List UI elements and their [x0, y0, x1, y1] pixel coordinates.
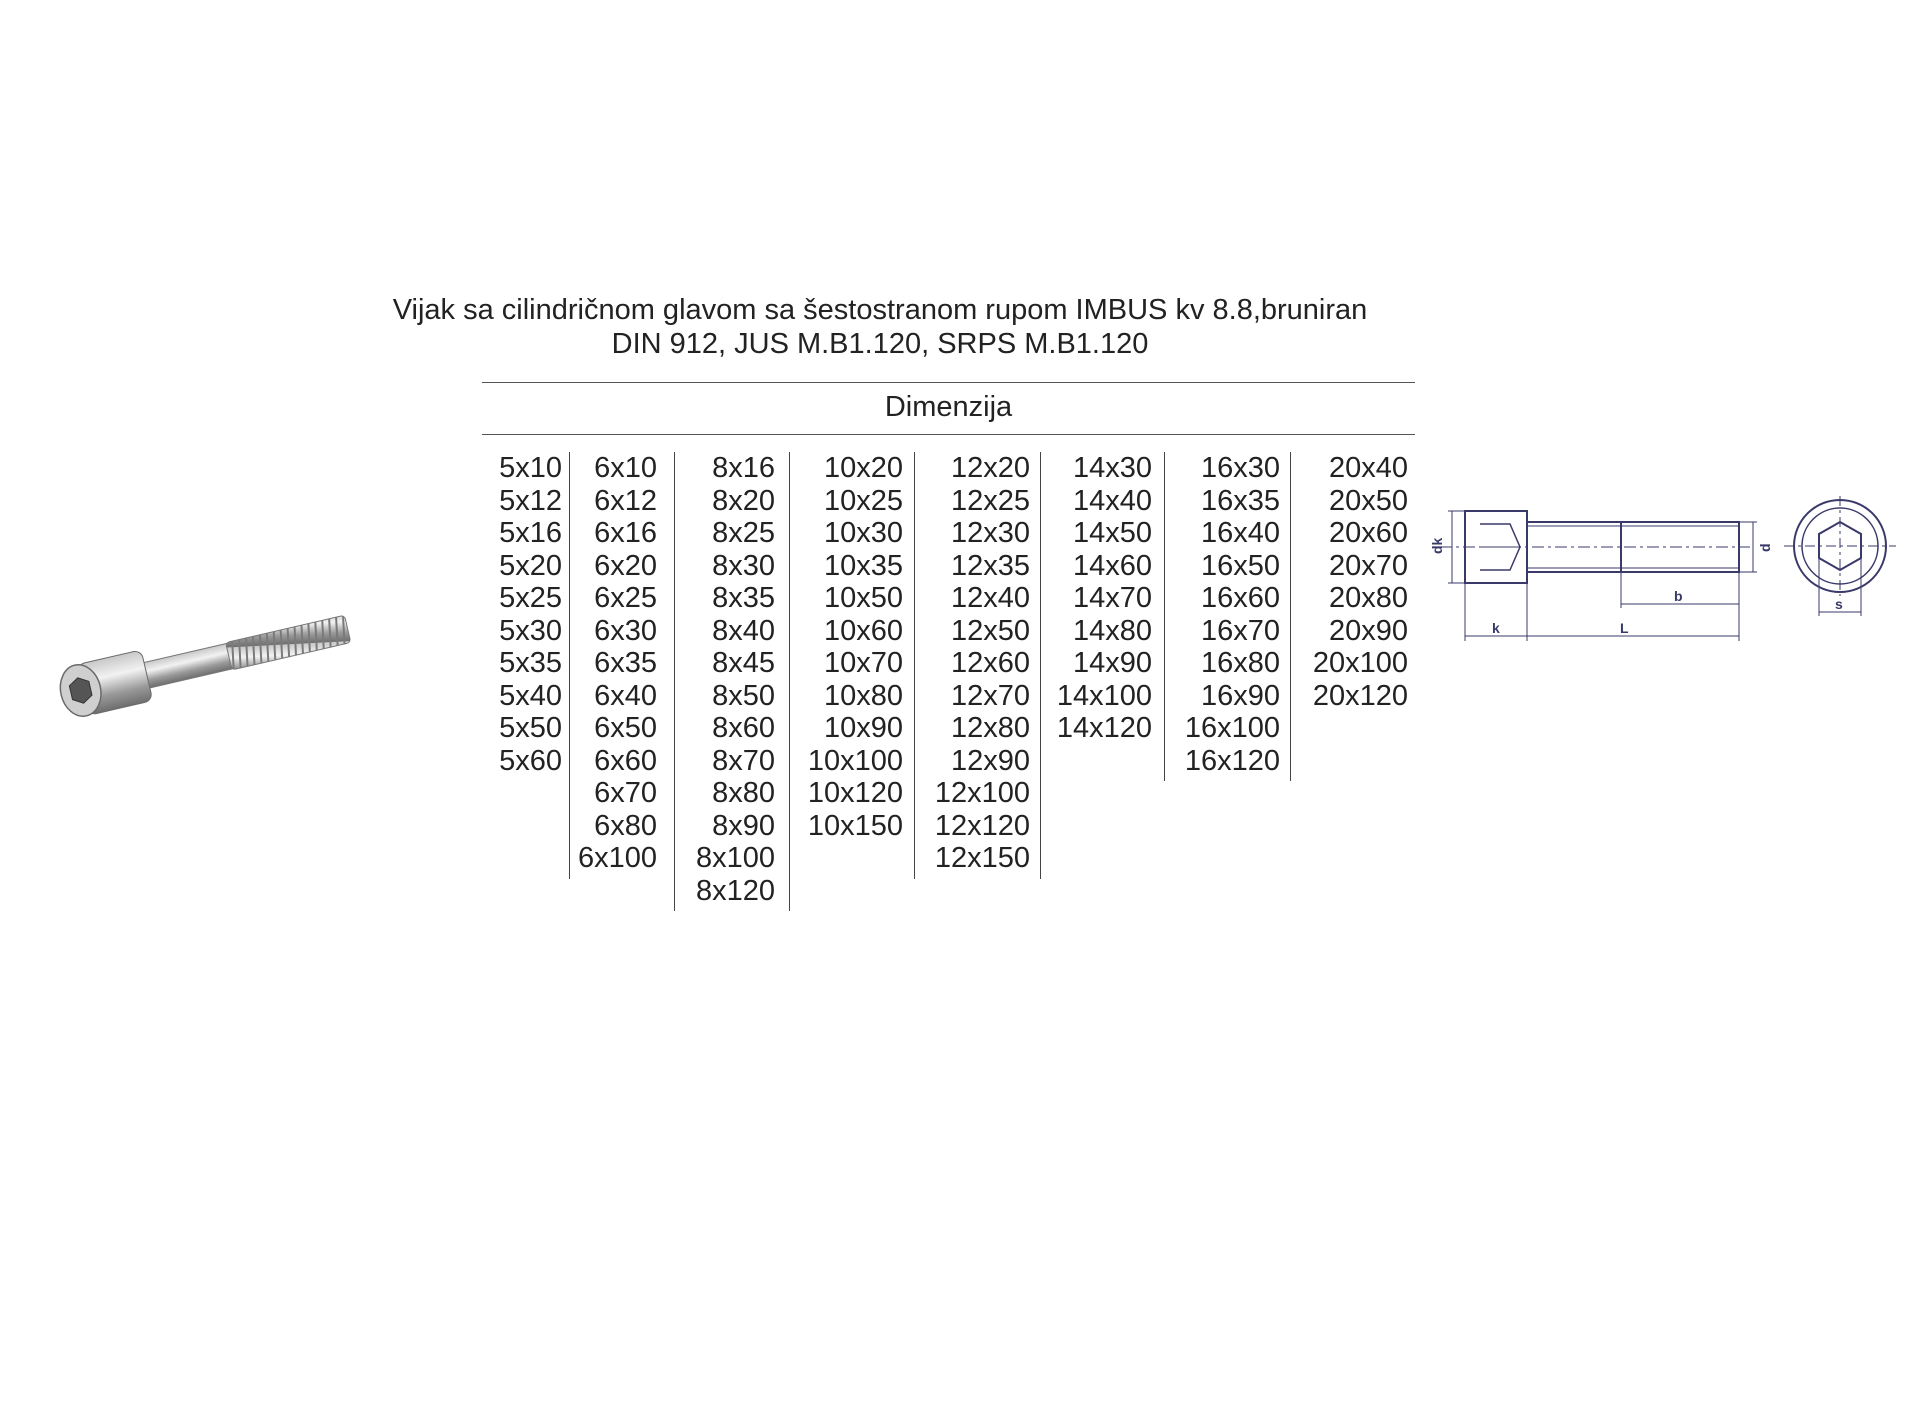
size-column-m6 [547, 452, 657, 875]
size-cell: 10x50 [823, 582, 903, 614]
size-column-m5 [452, 452, 562, 777]
size-cell: 14x80 [1072, 614, 1152, 647]
size-cell: 8x70 [712, 744, 775, 777]
bolt-dimension-drawing [1420, 496, 1773, 656]
size-cell: 6x50 [594, 712, 657, 744]
label-d: d [1757, 543, 1773, 552]
size-cell: 6x12 [594, 484, 657, 517]
size-cell: 8x60 [712, 712, 775, 744]
size-cell: 6x80 [594, 809, 657, 842]
size-column-m20 [1298, 452, 1408, 712]
size-cell: 14x70 [1072, 582, 1152, 614]
size-cell: 5x20 [499, 549, 562, 582]
label-dk: dk [1429, 537, 1445, 554]
size-cell: 8x25 [712, 517, 775, 549]
label-k: k [1492, 620, 1500, 636]
size-cell: 10x20 [823, 452, 903, 484]
size-cell: 5x25 [499, 582, 562, 614]
size-cell: 5x60 [499, 744, 562, 777]
label-b: b [1674, 588, 1683, 604]
size-cell: 10x25 [823, 484, 903, 517]
size-cell: 5x50 [499, 712, 562, 744]
size-cell: 8x90 [712, 809, 775, 842]
size-cell: 12x35 [950, 549, 1030, 582]
size-cell: 6x70 [594, 777, 657, 809]
size-cell: 12x60 [950, 647, 1030, 679]
size-cell: 12x40 [950, 582, 1030, 614]
size-cell: 10x70 [823, 647, 903, 679]
label-L: L [1620, 620, 1629, 636]
size-cell: 5x16 [499, 517, 562, 549]
size-cell: 20x100 [1312, 647, 1408, 679]
page-title: Vijak sa cilindričnom glavom sa šestostranom rupom IMBUS kv 8.8,bruniran [392, 294, 1368, 326]
size-cell: 8x120 [695, 874, 775, 907]
size-cell: 10x80 [823, 679, 903, 712]
size-cell: 5x40 [499, 679, 562, 712]
size-cell: 14x120 [1056, 712, 1152, 744]
size-cell: 8x35 [712, 582, 775, 614]
size-cell: 10x150 [807, 809, 903, 842]
size-cell: 6x10 [594, 452, 657, 484]
size-cell: 10x60 [823, 614, 903, 647]
size-cell: 16x30 [1200, 452, 1280, 484]
size-cell: 16x80 [1200, 647, 1280, 679]
size-cell: 5x30 [499, 614, 562, 647]
size-cell: 16x100 [1184, 712, 1280, 744]
size-cell: 14x40 [1072, 484, 1152, 517]
size-column-m14 [1042, 452, 1152, 745]
size-cell: 20x50 [1328, 484, 1408, 517]
size-column-m16 [1170, 452, 1280, 777]
size-column-m12 [920, 452, 1030, 875]
size-cell: 10x90 [823, 712, 903, 744]
column-divider [1164, 452, 1165, 781]
size-cell: 8x40 [712, 614, 775, 647]
size-cell: 10x100 [807, 744, 903, 777]
size-cell: 14x90 [1072, 647, 1152, 679]
column-divider [914, 452, 915, 879]
standards-subtitle: DIN 912, JUS M.B1.120, SRPS M.B1.120 [611, 328, 1149, 360]
size-cell: 12x25 [950, 484, 1030, 517]
size-cell: 6x25 [594, 582, 657, 614]
size-cell: 14x60 [1072, 549, 1152, 582]
size-cell: 12x80 [950, 712, 1030, 744]
size-cell: 8x16 [712, 452, 775, 484]
size-cell: 5x12 [499, 484, 562, 517]
size-cell: 6x60 [594, 744, 657, 777]
size-cell: 12x100 [934, 777, 1030, 809]
size-cell: 16x120 [1184, 744, 1280, 777]
top-rule [482, 382, 1415, 383]
size-cell: 8x45 [712, 647, 775, 679]
size-cell: 5x10 [499, 452, 562, 484]
size-cell: 12x70 [950, 679, 1030, 712]
size-cell: 20x40 [1328, 452, 1408, 484]
size-cell: 16x90 [1200, 679, 1280, 712]
size-cell: 6x16 [594, 517, 657, 549]
size-cell: 6x30 [594, 614, 657, 647]
column-divider [789, 452, 790, 911]
size-cell: 12x150 [934, 842, 1030, 874]
size-cell: 16x50 [1200, 549, 1280, 582]
size-cell: 12x90 [950, 744, 1030, 777]
size-cell: 16x35 [1200, 484, 1280, 517]
size-cell: 8x100 [695, 842, 775, 874]
dimension-header: Dimenzija [884, 391, 1013, 423]
size-cell: 5x35 [499, 647, 562, 679]
size-cell: 10x30 [823, 517, 903, 549]
size-cell: 20x80 [1328, 582, 1408, 614]
column-divider [1040, 452, 1041, 879]
size-cell: 10x35 [823, 549, 903, 582]
size-cell: 8x80 [712, 777, 775, 809]
size-cell: 14x50 [1072, 517, 1152, 549]
column-divider [569, 452, 570, 879]
size-cell: 14x30 [1072, 452, 1152, 484]
bolt-photo-image [40, 590, 360, 740]
bolt-head-end-view [1780, 496, 1900, 636]
size-cell: 20x70 [1328, 549, 1408, 582]
size-column-m8 [665, 452, 775, 907]
size-cell: 6x100 [577, 842, 657, 874]
size-cell: 12x20 [950, 452, 1030, 484]
size-column-m10 [793, 452, 903, 842]
size-cell: 12x30 [950, 517, 1030, 549]
size-cell: 8x30 [712, 549, 775, 582]
size-cell: 6x40 [594, 679, 657, 712]
size-cell: 6x35 [594, 647, 657, 679]
column-divider [674, 452, 675, 911]
size-cell: 6x20 [594, 549, 657, 582]
size-cell: 8x50 [712, 679, 775, 712]
column-divider [1290, 452, 1291, 781]
header-rule [482, 434, 1415, 435]
size-cell: 20x60 [1328, 517, 1408, 549]
label-s: s [1835, 596, 1843, 612]
size-cell: 14x100 [1056, 679, 1152, 712]
size-cell: 12x120 [934, 809, 1030, 842]
size-cell: 10x120 [807, 777, 903, 809]
size-cell: 20x90 [1328, 614, 1408, 647]
size-cell: 16x70 [1200, 614, 1280, 647]
size-cell: 8x20 [712, 484, 775, 517]
size-cell: 20x120 [1312, 679, 1408, 712]
size-cell: 16x40 [1200, 517, 1280, 549]
size-cell: 16x60 [1200, 582, 1280, 614]
size-cell: 12x50 [950, 614, 1030, 647]
